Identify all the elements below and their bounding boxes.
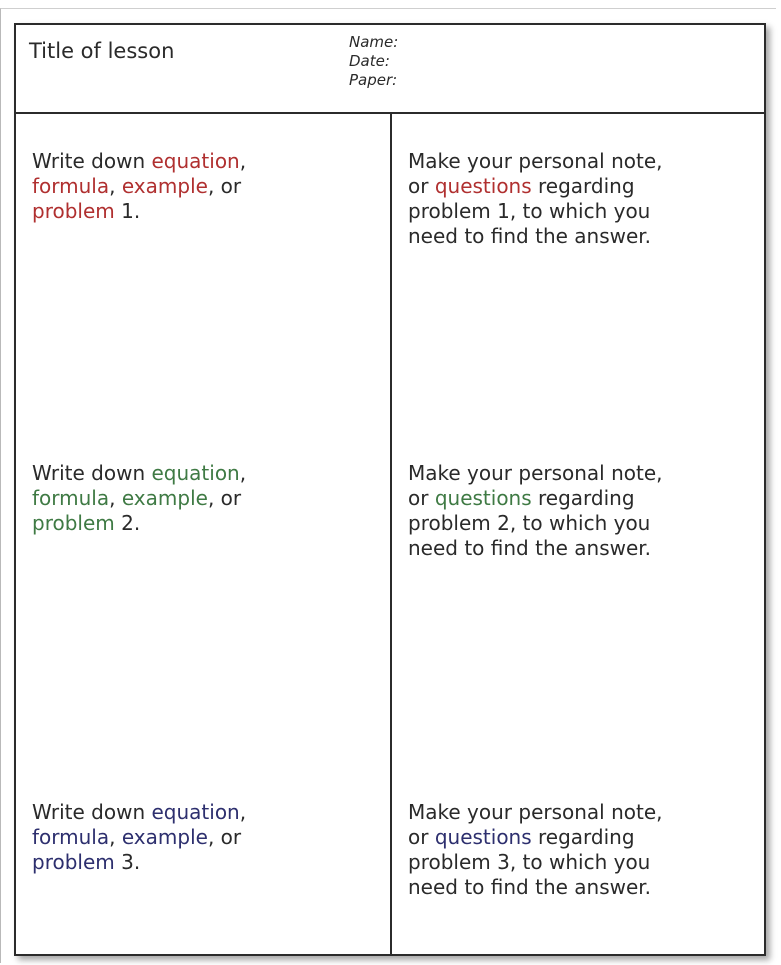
- keyword-questions: questions: [434, 174, 532, 198]
- cue-line-1: [32, 149, 246, 174]
- cue-text: ,: [239, 149, 247, 173]
- cue-block-1: [32, 149, 246, 224]
- note-line-1: Make your personal note,: [408, 461, 663, 485]
- note-line-1: Make your personal note,: [408, 149, 663, 173]
- note-line-4: need to find the answer.: [408, 224, 652, 248]
- keyword-questions: questions: [434, 486, 532, 510]
- name-label: Name:: [349, 33, 399, 51]
- note-text: regarding: [531, 825, 635, 849]
- keyword-equation: equation: [151, 461, 240, 485]
- note-line-4: need to find the answer.: [408, 875, 652, 899]
- keyword-example: example: [121, 486, 208, 510]
- cornell-notes-sheet: [14, 23, 766, 956]
- keyword-example: example: [121, 825, 208, 849]
- cue-block-2: [32, 461, 246, 536]
- cue-text: ,: [109, 174, 122, 198]
- column-divider: [390, 114, 392, 956]
- keyword-problem: problem: [32, 511, 115, 535]
- note-line-2: [408, 825, 663, 850]
- note-block-2: [408, 461, 663, 561]
- keyword-questions: questions: [434, 825, 532, 849]
- cue-line-1: [32, 800, 246, 825]
- note-text: regarding: [531, 174, 635, 198]
- keyword-formula: formula: [32, 486, 110, 510]
- header-section: [16, 25, 764, 114]
- date-label: Date:: [349, 52, 390, 70]
- note-line-4: need to find the answer.: [408, 536, 652, 560]
- keyword-formula: formula: [32, 174, 110, 198]
- cue-line-2: [32, 174, 246, 199]
- cue-line-2: [32, 486, 246, 511]
- note-line-2: [408, 486, 663, 511]
- problem-number: 2.: [114, 511, 141, 535]
- cue-line-3: [32, 199, 246, 224]
- cue-line-3: [32, 511, 246, 536]
- problem-number: 1.: [114, 199, 141, 223]
- note-line-2: [408, 174, 663, 199]
- keyword-equation: equation: [151, 800, 240, 824]
- cue-text: ,: [239, 800, 247, 824]
- note-block-3: [408, 800, 663, 900]
- note-text: or: [408, 486, 435, 510]
- note-text: or: [408, 825, 435, 849]
- note-text: or: [408, 174, 435, 198]
- cue-line-1: [32, 461, 246, 486]
- cue-text: Write down: [32, 461, 152, 485]
- cue-text: ,: [109, 825, 122, 849]
- cue-line-3: [32, 850, 246, 875]
- cue-text: ,: [109, 486, 122, 510]
- keyword-formula: formula: [32, 825, 110, 849]
- note-line-1: Make your personal note,: [408, 800, 663, 824]
- note-line-3: problem 3, to which you: [408, 850, 651, 874]
- note-line-3: problem 2, to which you: [408, 511, 651, 535]
- keyword-problem: problem: [32, 199, 115, 223]
- cue-text: , or: [207, 825, 242, 849]
- cue-text: , or: [207, 486, 242, 510]
- keyword-problem: problem: [32, 850, 115, 874]
- problem-number: 3.: [114, 850, 141, 874]
- cue-text: Write down: [32, 149, 152, 173]
- keyword-equation: equation: [151, 149, 240, 173]
- meta-fields: [349, 33, 398, 90]
- note-text: regarding: [531, 486, 635, 510]
- note-block-1: [408, 149, 663, 249]
- cue-text: Write down: [32, 800, 152, 824]
- keyword-example: example: [121, 174, 208, 198]
- lesson-title: Title of lesson: [29, 39, 175, 63]
- paper-label: Paper:: [349, 71, 398, 89]
- cue-text: ,: [239, 461, 247, 485]
- cue-text: , or: [207, 174, 242, 198]
- cue-line-2: [32, 825, 246, 850]
- note-line-3: problem 1, to which you: [408, 199, 651, 223]
- cue-block-3: [32, 800, 246, 875]
